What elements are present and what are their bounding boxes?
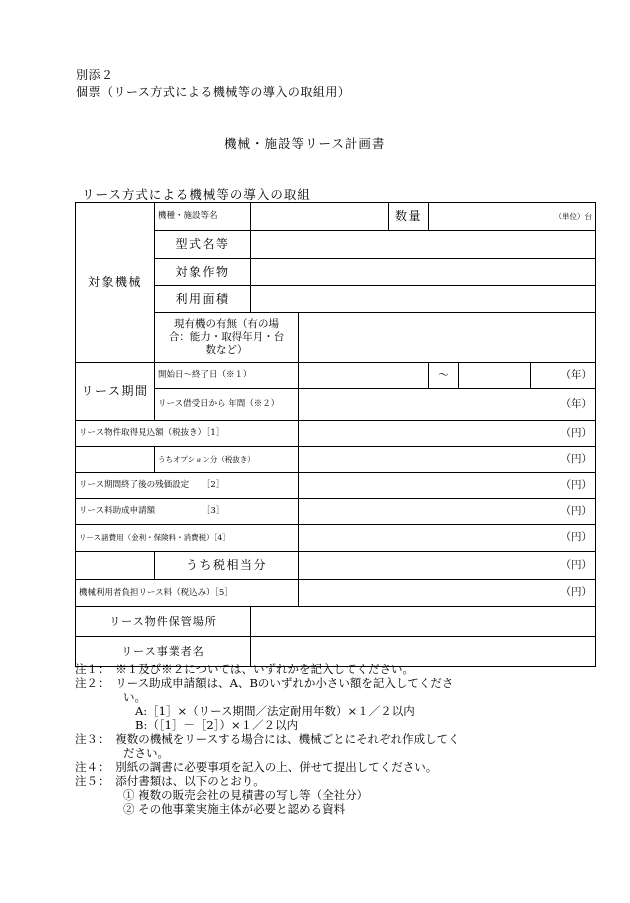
existing-machine-label: 現有機の有無（有の場合：能力・取得年月・台数など） xyxy=(155,313,299,363)
storage-label: リース物件保管場所 xyxy=(76,607,251,637)
note-5-item-1: ① 複数の販売会社の見積書の写し等（全社分） xyxy=(123,788,369,802)
subsidy-unit[interactable]: （円） xyxy=(299,499,596,525)
note-5-item-2: ② その他事業実施主体が必要と認める資料 xyxy=(123,802,346,816)
expenses-label: リース諸費用（金利・保険料・消費税）［4］ xyxy=(76,525,299,552)
residual-unit[interactable]: （円） xyxy=(299,473,596,499)
acquisition-unit[interactable]: （円） xyxy=(299,421,596,447)
machine-group-label: 対象機械 xyxy=(76,203,155,363)
model-cell[interactable] xyxy=(251,231,596,259)
company-label: リース事業者名 xyxy=(76,637,251,667)
end-date-cell[interactable] xyxy=(459,363,531,389)
acquisition-label: リース物件取得見込額（税抜き）［1］ xyxy=(76,421,299,447)
section-title: リース方式による機械等の導入の取組 xyxy=(82,187,311,202)
note-2-a: A:［1］×（リース期間／法定耐用年数）×１／２以内 xyxy=(135,704,415,718)
user-fee-unit[interactable]: （円） xyxy=(299,580,596,607)
subsidy-label: リース料助成申請額 ［3］ xyxy=(76,499,299,525)
note-3-cont: ださい。 xyxy=(123,746,169,760)
expenses-unit[interactable]: （円） xyxy=(299,525,596,552)
machine-name-cell[interactable] xyxy=(251,203,389,231)
model-label: 型式名等 xyxy=(155,231,251,259)
start-end-label: 開始日～終了日（※１） xyxy=(155,363,299,389)
note-5: 注５： 添付書類は、以下のとおり。 xyxy=(75,774,265,788)
option-unit[interactable]: （円） xyxy=(299,447,596,473)
note-2-b: B:（［1］－［2］）×１／２以内 xyxy=(135,718,299,732)
option-label: うちオプション分（税抜き） xyxy=(155,447,299,473)
quantity-unit[interactable]: （単位）台 xyxy=(429,203,596,231)
year-unit-1: （年） xyxy=(531,363,596,389)
user-fee-label: 機械利用者負担リース料（税込み）［5］ xyxy=(76,580,299,607)
quantity-label: 数量 xyxy=(389,203,429,231)
note-3: 注３： 複数の機械をリースする場合には、機械ごとにそれぞれ作成してく xyxy=(75,732,460,746)
tax-label: うち税相当分 xyxy=(155,552,299,580)
lease-years-label: リース借受日から 年間（※２） xyxy=(155,389,299,421)
residual-label: リース期間終了後の残価設定 ［2］ xyxy=(76,473,299,499)
tax-unit[interactable]: （円） xyxy=(299,552,596,580)
start-date-cell[interactable] xyxy=(299,363,429,389)
area-label: 利用面積 xyxy=(155,286,251,313)
blank-cell xyxy=(76,552,155,580)
existing-machine-cell[interactable] xyxy=(299,313,596,363)
notes-section xyxy=(75,662,605,816)
note-2-cont: い。 xyxy=(123,690,146,704)
form-name: 個票（リース方式による機械等の導入の取組用） xyxy=(76,85,351,99)
machine-name-label: 機種・施設等名 xyxy=(155,203,251,231)
note-1: 注１： ※１及び※２については、いずれかを記入してください。 xyxy=(75,662,415,676)
attachment-label: 別添２ xyxy=(76,68,114,82)
lease-plan-table xyxy=(75,202,596,667)
area-cell[interactable] xyxy=(251,286,596,313)
period-group-label: リース期間 xyxy=(76,363,155,421)
crop-label: 対象作物 xyxy=(155,259,251,286)
year-unit-2[interactable]: （年） xyxy=(299,389,596,421)
note-2: 注２： リース助成申請額は、A、Bのいずれか小さい額を記入してくださ xyxy=(75,676,454,690)
crop-cell[interactable] xyxy=(251,259,596,286)
storage-cell[interactable] xyxy=(251,607,596,637)
document-title: 機械・施設等リース計画書 xyxy=(224,136,386,151)
tilde-label: ～ xyxy=(429,363,459,389)
note-4: 注４： 別紙の調書に必要事項を記入の上、併せて提出してください。 xyxy=(75,760,438,774)
blank-cell xyxy=(76,447,155,473)
